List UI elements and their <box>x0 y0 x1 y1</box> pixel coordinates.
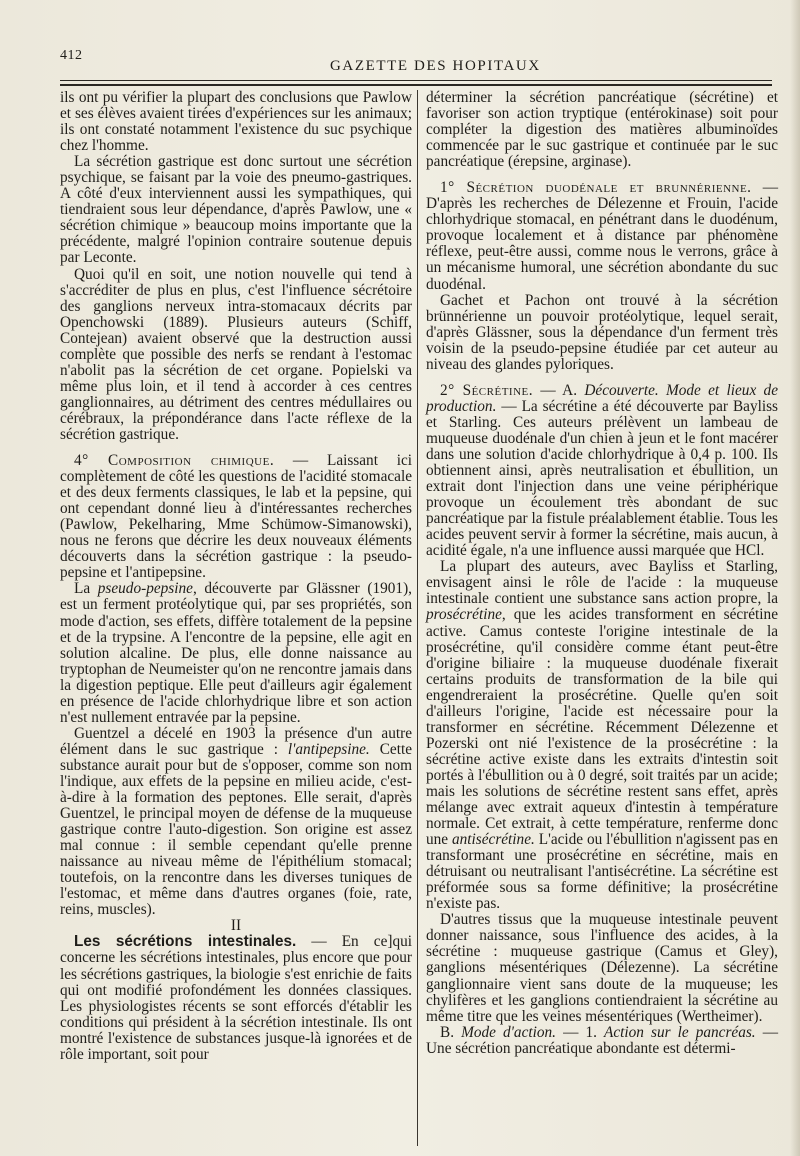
paragraph-text: , découverte par Glässner (1901), est un ferment protéolytique qui, par ses propriétés, son mode d'action, ses effets, diffère totalement de la pepsine et de la trypsine. A l'encontre de la pepsine, elle agit en solution alcaline. De plus, elle donne naissance au tryptophan de Neumeister qu'on ne rencontre jamais dans la digestion peptique. Elle peut d'ailleurs agir également en présence de l'acide chlorhydrique libre et son action n'est nullement entravée par la pepsine. <box>60 580 412 726</box>
subsection-heading: 4° Composition chimique. <box>74 452 275 470</box>
subheading-italic: Action sur le pancréas. <box>603 1023 756 1041</box>
term-italic: prosécrétine <box>426 606 502 624</box>
section-numeral: II <box>230 917 242 935</box>
subheading-italic: Mode d'action. <box>461 1023 556 1041</box>
paragraph-composition-chimique <box>60 453 412 581</box>
right-column <box>426 90 778 1057</box>
paragraph-secretion-duodenale <box>426 180 778 292</box>
paragraph-secretine <box>426 383 778 560</box>
page-spine-shadow <box>790 0 800 1156</box>
paragraph-text: — La sécrétine a été découverte par Bayliss et Starling. Ces auteurs prélèvent un lambeau de muqueuse duodénale d'un chien à jeun et le font macérer dans une solution d'acide chlorhydrique à 0,4 p. 100. Ils obtiennent ainsi, après neutralisation et ébullition, un extrait dont l'injection dans une veine périphérique provoque un écoulement très abondant de suc pancréatique par la fistule préalablement établie. Tous les acides peuvent servir à former la sécrétine, mais aucun, à acidité égale, n'a une influence aussi marquée que HCl. <box>426 397 778 560</box>
paragraph-text: Cette substance aurait pour but de s'opposer, comme son nom l'indique, aux effets de la pepsine en milieu acide, c'est-à-dire à la formation des peptones. Elle serait, d'après Guentzel, le principal moyen de défense de la muqueuse gastrique contre l'auto-digestion. Son origine est assez mal connue : il semble cependant qu'elle prenne naissance au niveau même de l'épithélium stomacal; toutefois, on la rencontre dans les diverses tuniques de l'estomac, et même dans d'autres organes (foie, rate, reins, muscles). <box>60 740 412 919</box>
paragraph-text: — En ce]qui concerne les sécrétions intestinales, plus encore que pour les sécrétions gastriques, la biologie s'est enrichie de faits qui ont modifié profondément les données classiques. Les physiologistes récents se sont efforcés d'établir les conditions qui président à la sécrétion intestinale. Ils ont montré l'existence de substances jusque-là ignorées et de rôle important, soit pour <box>60 933 412 1063</box>
paragraph-lead: Guentzel a décelé en 1903 la présence d'un autre élément dans le suc gastrique : <box>60 724 412 758</box>
paragraph-mode-action <box>426 1025 778 1057</box>
paragraph-text: , que les acides transforment en sécrétine active. Camus conteste l'origine intestinale de la prosécrétine, qu'il considère comme étant peut-être d'origine biliaire : la muqueuse duodénale fixerait certains produits de transformation de la bile qui engendreraient la prosécrétine. Quelle qu'en soit d'ailleurs l'origine, l'acide est nécessaire pour la transformer en sécrétine. Récemment Délezenne et Pozerski ont nié l'existence de la prosécrétine : la sécrétine active existe dans les extraits d'intestin soit portés à l'ébullition ou à 0 degré, soit traités par un acide; mais les solutions de sécrétine restent sans effet, après mélange avec extrait aqueux d'intestin à température normale. Cet extrait, à cette température, renferme donc une <box>426 606 778 849</box>
paragraph-secretions-intestinales <box>60 934 412 1062</box>
paragraph: Quoi qu'il en soit, une notion nouvelle qui tend à s'accréditer de plus en plus, c'est l'influence sécrétoire des ganglions nerveux intra-stomacaux décrits par Openchowski (1889). Plusieurs auteurs (Schiff, Contejean) avaient observé que la destruction aussi complète que possible des nerfs se rendant à l'estomac n'abolit pas la sécrétion de cet organe. Popielski va même plus loin, et il tend à accorder à ces centres ganglionnaires, au détriment des centres médullaires ou cérébraux, la prépondérance dans l'acte réflexe de la sécrétion gastrique. <box>60 265 412 443</box>
header-rule-thin <box>60 80 772 81</box>
paragraph-text: — D'après les recherches de Délezenne et Frouin, l'acide chlorhydrique stomacal, en pénétrant dans le duodénum, provoque localement et à distance par phénomène réflexe, peut-être aussi, comme nous le verrons, grâce à un mécanisme humoral, une sécrétion abondante du suc duodénal. <box>426 179 778 293</box>
paragraph-text: — A. <box>533 381 585 399</box>
paragraph-lead: B. <box>440 1023 462 1041</box>
section-heading: Les sécrétions intestinales. <box>74 933 297 951</box>
running-head-title: GAZETTE DES HOPITAUX <box>330 58 541 74</box>
term-italic: l'antipepsine. <box>287 740 370 758</box>
paragraph-prosecretine <box>426 559 778 912</box>
paragraph-text: — Laissant ici complètement de côté les questions de l'acidité stomacale et des deux ferments classiques, le lab et la pepsine, qui ont cependant donné lieu à d'intéressantes recherches (Pawlow, Pekelharing, Mme Schümow-Simanowski), nous ne ferons que décrire les deux nouveaux éléments découverts dans la sécrétion gastrique : la pseudo-pepsine et l'antipepsine. <box>60 452 412 582</box>
paragraph-lead: La plupart des auteurs, avec Bayliss et Starling, envisagent ainsi le rôle de l'acide : la muqueuse intestinale contient une substance sans action propre, la <box>426 558 778 608</box>
paragraph: La sécrétion gastrique est donc surtout une sécrétion psychique, se faisant par la voie des pneumo-gastriques. A côté d'eux interviennent aussi les sympathiques, qui tiendraient sous leur dépendance, d'après Pawlow, une « sécrétion chimique » beaucoup moins importante que la précédente, malgré l'opinion contraire soutenue depuis par Leconte. <box>60 153 412 267</box>
paragraph-lead: La <box>74 580 98 598</box>
column-divider <box>417 90 418 1146</box>
subsection-heading: 2° Sécrétine. <box>440 381 534 399</box>
paragraph-antipepsine <box>60 726 412 919</box>
header-rule-thick <box>60 84 772 86</box>
paragraph-text: L'acide ou l'ébullition n'agissent pas en transformant une prosécrétine en sécrétine, mais en détruisant ou neutralisant l'antisécrétine. La sécrétine est préformée sous sa forme définitive; la prosécrétine n'existe pas. <box>426 831 778 913</box>
paragraph-pseudo-pepsine <box>60 581 412 725</box>
paragraph: D'autres tissus que la muqueuse intestinale peuvent donner naissance, sous l'influence des acides, à la sécrétine : muqueuse gastrique (Camus et Gley), ganglions mésentériques (Délezenne). La sécrétine ganglionnaire vient sans doute de la muqueuse; les chylifères et les ganglions contiendraient la sécrétine au même titre que les veines mésentériques (Wertheimer). <box>426 911 778 1025</box>
left-column <box>60 90 412 1063</box>
paragraph-text: — Une sécrétion pancréatique abondante est détermi- <box>426 1023 778 1057</box>
paragraph: Gachet et Pachon ont trouvé à la sécrétion brünnérienne un pouvoir protéolytique, lequel serait, d'après Glässner, sous la dépendance d'un ferment très voisin de la pseudo-pepsine étudiée par cet auteur au niveau des glandes pyloriques. <box>426 291 778 373</box>
paragraph: déterminer la sécrétion pancréatique (sécrétine) et favoriser son action tryptique (entérokinase) soit pour compléter la digestion des matières albuminoïdes commencée par le suc gastrique et continuée par le suc pancréatique (érepsine, arginase). <box>426 89 778 171</box>
term-italic: pseudo-pepsine <box>97 580 193 598</box>
page-number: 412 <box>60 48 83 63</box>
subheading-italic: Découverte. Mode et lieux de production. <box>426 381 778 415</box>
paragraph-text: — 1. <box>556 1023 604 1041</box>
paragraph: ils ont pu vérifier la plupart des conclusions que Pawlow et ses élèves avaient tirées d'expériences sur les animaux; ils ont constaté notamment l'existence du suc psychique chez l'homme. <box>60 89 412 155</box>
term-italic: antisécrétine. <box>451 831 535 849</box>
subsection-heading: 1° Sécrétion duodénale et brunnérienne. <box>440 179 752 197</box>
